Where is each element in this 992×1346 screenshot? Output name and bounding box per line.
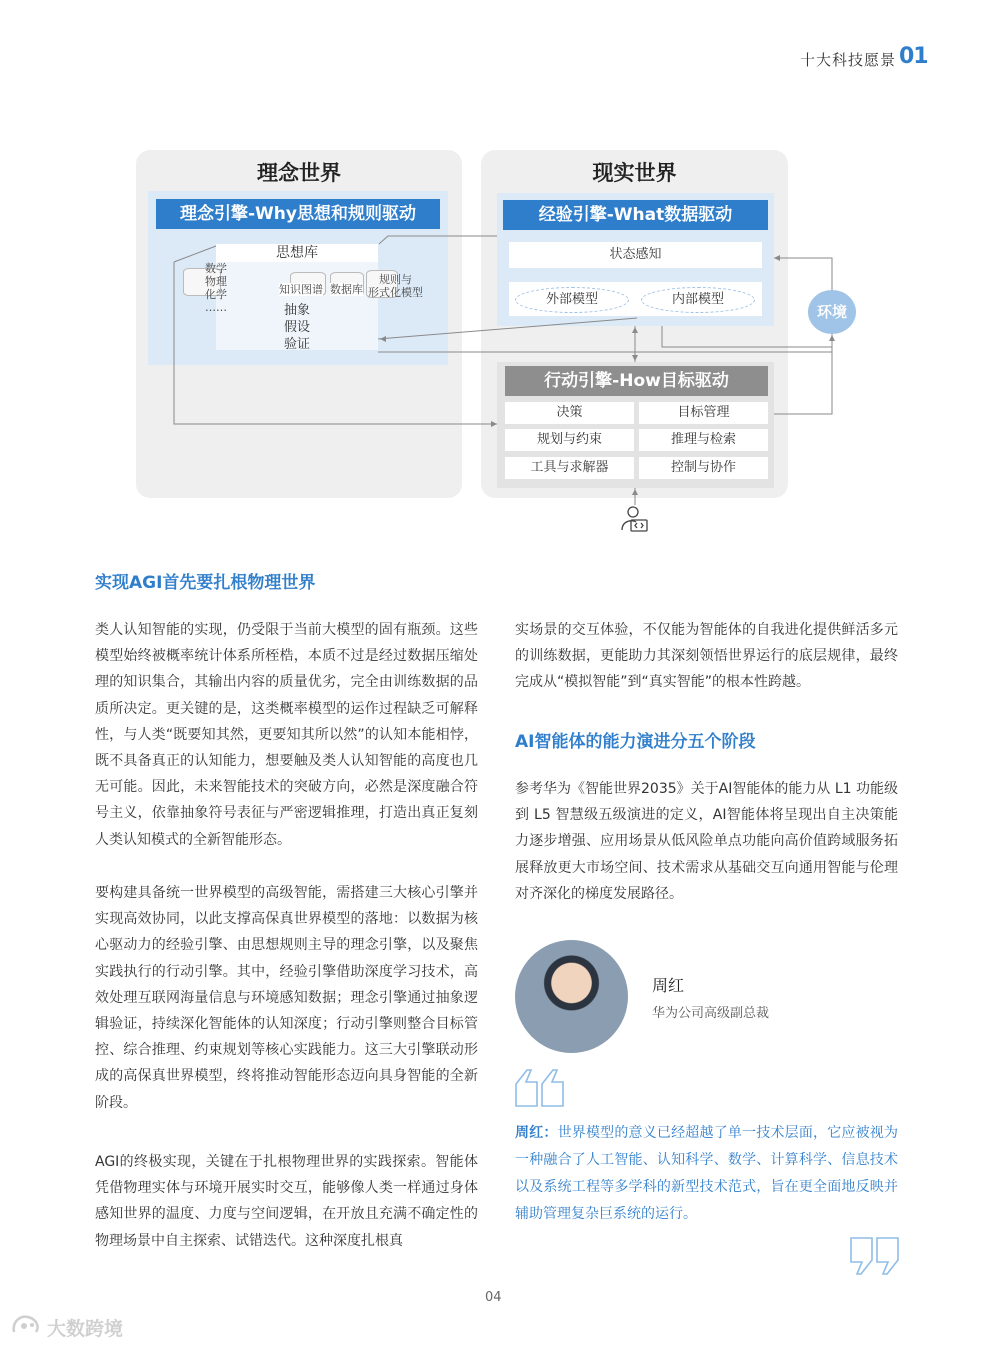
close-quote-icon xyxy=(848,1236,902,1276)
watermark-text: 大数跨境 xyxy=(47,1318,124,1340)
external-model-oval: 外部模型 xyxy=(515,287,629,313)
discipline-item: …… xyxy=(205,301,227,314)
abstract-step: 验证 xyxy=(283,337,310,352)
arrow-head-icon xyxy=(491,421,497,427)
left-paragraph-3: AGI的终极实现，关键在于扎根物理世界的实践探索。智能体凭借物理实体与环境开展实时交互，能够像人类一样通过身体感知世界的温度、力度与空间逻辑，在开放且充满不确定性的物理场景中自主探索、试错迭代。这种深度扎根真 xyxy=(95,1154,478,1249)
action-cell: 控制与协作 xyxy=(639,457,768,479)
database-label: 数据库 xyxy=(330,283,363,296)
quote-body: 世界模型的意义已经超越了单一技术层面，它应被视为一种融合了人工智能、认知科学、数学、计算科学、信息技术以及系统工程等多学科的新型技术范式，旨在更全面地反映并辅助管理复杂巨系统的运行。 xyxy=(515,1125,898,1222)
discipline-item: 数学 xyxy=(205,262,227,275)
connector-line xyxy=(774,258,832,290)
experience-engine-bar: 经验引擎-What数据驱动 xyxy=(503,200,768,230)
connector-line xyxy=(378,334,832,352)
rules-line: 规则与 xyxy=(379,273,412,286)
abstract-step: 抽象 xyxy=(283,303,310,318)
watermark-logo-icon xyxy=(10,1312,44,1338)
right-continuation: 实场景的交互体验，不仅能为智能体的自我进化提供鲜活多元的训练数据，更能助力其深刻领悟世界运行的底层规律，最终完成从“模拟智能”到“真实智能”的根本性跨越。 xyxy=(515,622,898,691)
action-cell: 工具与求解器 xyxy=(505,457,634,479)
right-paragraph: 参考华为《智能世界2035》关于AI智能体的能力从 L1 功能级到 L5 智慧级五级演进的定义，AI智能体将呈现出自主决策能力逐步增强、应用场景从低风险单点功能向高价值跨域服务拓展释放更大市场空间、技术需求从基础交互向通用智能与伦理对齐深化的梯度发展路径。 xyxy=(515,781,898,902)
reality-world-title: 现实世界 xyxy=(592,161,677,185)
arrow-head-icon xyxy=(632,355,638,361)
rules-line: 形式化模型 xyxy=(368,286,423,299)
user-code-icon xyxy=(622,507,647,531)
action-cell: 决策 xyxy=(505,402,634,424)
action-cell: 目标管理 xyxy=(639,402,768,424)
connector-line xyxy=(379,236,497,244)
discipline-item: 化学 xyxy=(205,288,227,301)
idea-world-title: 理念世界 xyxy=(257,161,341,185)
avatar xyxy=(515,940,628,1053)
section-number: 01 xyxy=(899,44,928,69)
open-quote-icon xyxy=(513,1068,567,1108)
connector-line xyxy=(378,318,637,339)
left-section-heading: 实现AGI首先要扎根物理世界 xyxy=(95,573,316,593)
page-number: 04 xyxy=(485,1290,502,1305)
internal-model-oval: 内部模型 xyxy=(641,287,755,313)
action-cell: 规划与约束 xyxy=(505,429,634,451)
action-cell: 推理与检索 xyxy=(639,429,768,451)
person-title: 华为公司高级副总裁 xyxy=(652,1006,770,1021)
idea-engine-bar: 理念引擎-Why思想和规则驱动 xyxy=(156,199,440,229)
diagram-connectors xyxy=(0,0,992,560)
state-perception-box: 状态感知 xyxy=(509,242,762,268)
connector-line xyxy=(174,246,216,262)
arrow-head-icon xyxy=(774,255,780,261)
connector-line xyxy=(662,326,832,347)
arrow-head-icon xyxy=(632,489,638,495)
arrow-head-icon xyxy=(380,336,386,342)
quote-text xyxy=(515,1120,898,1228)
environment-circle: 环境 xyxy=(808,290,856,334)
abstract-step: 假设 xyxy=(283,320,310,335)
left-paragraph-1: 类人认知智能的实现，仍受限于当前大模型的固有瓶颈。这些模型始终被概率统计体系所桎梏，本质不过是经过数据压缩处理的知识集合，其输出内容的质量优劣，完全由训练数据的品质所决定。更关键的是，这类概率模型的运作过程缺乏可解释性，与人类“既要知其然，更要知其所以然”的认知本能相悖，既不具备真正的认知能力，想要触及类人认知智能的高度也几无可能。因此，未来智能技术的突破方向，必然是深度融合符号主义，依靠抽象符号表征与严密逻辑推理，打造出真正复刻人类认知模式的全新智能形态。 xyxy=(95,622,478,848)
arrow-head-icon xyxy=(829,335,835,341)
left-paragraph-2: 要构建具备统一世界模型的高级智能，需搭建三大核心引擎并实现高效协同，以此支撑高保真世界模型的落地：以数据为核心驱动力的经验引擎、由思想规则主导的理念引擎，以及聚焦实践执行的行动引擎。其中，经验引擎借助深度学习技术，高效处理互联网海量信息与环境感知数据；理念引擎通过抽象逻辑验证，持续深化智能体的认知深度；行动引擎则整合目标管控、综合推理、约束规划等核心实践能力。这三大引擎联动形成的高保真世界模型，终将推动智能形态迈向具身智能的全新阶段。 xyxy=(95,885,478,1111)
person-name: 周红 xyxy=(652,976,685,995)
section-title: 十大科技愿景 xyxy=(799,51,896,69)
connector-line xyxy=(774,334,832,414)
quote-speaker: 周红： xyxy=(515,1125,558,1141)
thought-library-label: 思想库 xyxy=(216,244,378,262)
action-engine-bar: 行动引擎-How目标驱动 xyxy=(505,366,768,396)
connector-line xyxy=(174,262,497,424)
right-section-heading: AI智能体的能力演进分五个阶段 xyxy=(515,732,756,752)
arrow-head-icon xyxy=(632,327,638,333)
knowledge-graph-label: 知识图谱 xyxy=(279,283,323,296)
discipline-item: 物理 xyxy=(205,275,227,288)
